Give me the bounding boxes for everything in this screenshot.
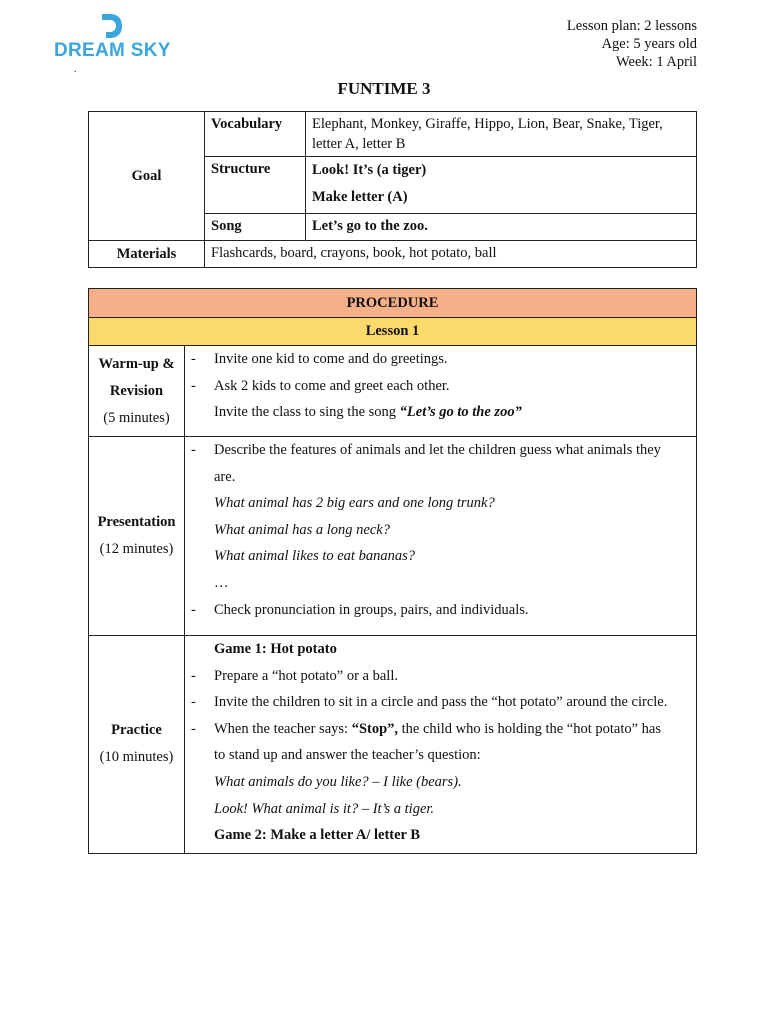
list-item	[189, 716, 690, 743]
logo-mark-icon	[100, 12, 124, 40]
ellipsis: …	[214, 574, 229, 591]
practice-label-cell	[89, 636, 185, 854]
vocabulary-label: Vocabulary	[205, 112, 306, 157]
lesson-plan-count: Lesson plan: 2 lessons	[566, 18, 697, 34]
presentation-label-cell	[89, 437, 185, 636]
song-invite-text: Invite the class to sing the song	[214, 404, 400, 421]
presentation-content	[185, 437, 697, 636]
goal-label: Goal	[89, 112, 205, 241]
list-item: - Invite the children to sit in a circle and pass the “hot potato” around the circle.	[189, 689, 690, 716]
structure-line-1: Look! It’s (a tiger)	[312, 162, 427, 178]
warmup-label: Warm-up &	[98, 355, 175, 372]
logo	[54, 12, 174, 72]
practice-time: (10 minutes)	[99, 749, 174, 766]
question: What animal has a long neck?	[214, 521, 390, 538]
teacher-says-text: When the teacher says:	[214, 720, 352, 737]
logo-text: DREAM SKY	[54, 40, 171, 61]
decorative-dot: .	[74, 64, 77, 75]
procedure-table	[88, 288, 697, 854]
structure-value	[306, 157, 697, 214]
list-item-continuation: are.	[214, 468, 236, 485]
practice-content	[185, 636, 697, 854]
game-2-title: Game 2: Make a letter A/ letter B	[214, 827, 421, 844]
question: What animal likes to eat bananas?	[214, 548, 415, 565]
list-item: - Invite one kid to come and do greetings.	[189, 346, 690, 373]
song-label: Song	[205, 214, 306, 241]
presentation-label: Presentation	[97, 514, 176, 530]
stop-word: “Stop”,	[351, 720, 399, 737]
structure-line-2: Make letter (A)	[312, 189, 408, 205]
materials-value: Flashcards, board, crayons, book, hot potato, ball	[205, 241, 697, 268]
vocabulary-value: Elephant, Monkey, Giraffe, Hippo, Lion, Bear, Snake, Tiger, letter A, letter B	[306, 112, 697, 157]
presentation-time: (12 minutes)	[99, 541, 174, 557]
list-item: - Check pronunciation in groups, pairs, and individuals.	[189, 597, 690, 624]
warmup-label-cell	[89, 346, 185, 437]
procedure-header: PROCEDURE	[89, 289, 697, 318]
warmup-content	[185, 346, 697, 437]
materials-label: Materials	[89, 241, 205, 268]
warmup-time: (5 minutes)	[103, 409, 170, 426]
structure-label: Structure	[205, 157, 306, 214]
song-title: “Let’s go to the zoo”	[399, 404, 522, 421]
goal-table	[88, 111, 697, 268]
example-dialogue: What animals do you like? – I like (bears).	[214, 773, 462, 790]
list-item: - Describe the features of animals and let the children guess what animals they	[189, 437, 690, 464]
lesson-header: Lesson 1	[89, 318, 697, 346]
song-value: Let’s go to the zoo.	[306, 214, 697, 241]
page-title: FUNTIME 3	[337, 79, 431, 98]
age-info: Age: 5 years old	[601, 36, 697, 52]
list-item-continuation: to stand up and answer the teacher’s question:	[214, 747, 481, 764]
lesson-meta	[567, 17, 697, 71]
game-1-title: Game 1: Hot potato	[214, 641, 337, 657]
list-item: - Prepare a “hot potato” or a ball.	[189, 663, 690, 690]
practice-label: Practice	[111, 722, 162, 739]
question: What animal has 2 big ears and one long trunk?	[214, 495, 495, 512]
week-info: Week: 1 April	[616, 54, 697, 70]
example-dialogue: Look! What animal is it? – It’s a tiger.	[214, 800, 435, 817]
child-holding-text: the child who is holding the “hot potato” has	[398, 720, 661, 737]
revision-label: Revision	[109, 382, 164, 399]
list-item: - Ask 2 kids to come and greet each other.	[189, 373, 690, 400]
list-item	[189, 399, 690, 426]
